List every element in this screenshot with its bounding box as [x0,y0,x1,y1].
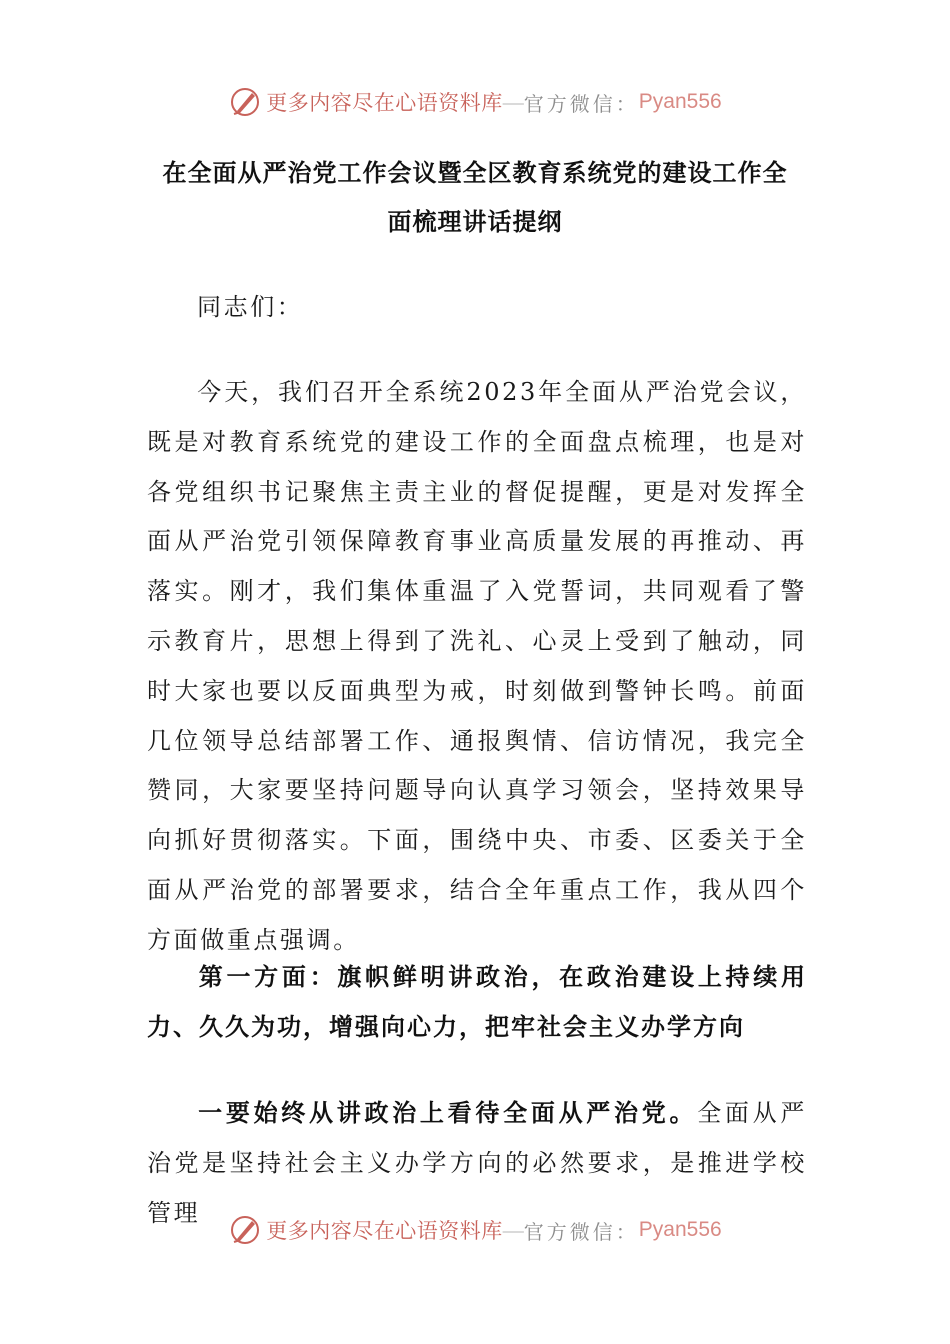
greeting-paragraph [147,283,807,333]
watermark-brand-text: 更多内容尽在心语资料库 [266,91,503,115]
point-1-lead: 一要始终从讲政治上看待全面从严治党。 [197,1098,698,1127]
document-title-line-1: 在全面从严治党工作会议暨全区教育系统党的建设工作全 [162,158,788,187]
watermark-wechat-id: Pyan556 [638,1218,722,1241]
header-watermark [0,82,950,122]
watermark-separator: — [502,89,524,114]
opening-paragraph-text: 今天，我们召开全系统2023年全面从严治党会议，既是对教育系统党的建设工作的全面盘点梳理，也是对各党组织书记聚焦主责主业的督促提醒，更是对发挥全面从严治党引领保障教育事业高质量发展的再推动、再落实。刚才，我们集体重温了入党誓词，共同观看了警示教育片，思想上得到了洗礼、心灵上受到了触动，同时大家也要以反面典型为戒，时刻做到警钟长鸣。前面几位领导总结部署工作、通报舆情、信访情况，我完全赞同，大家要坚持问题导向认真学习领会，坚持效果导向抓好贯彻落实。下面，围绕中央、市委、区委关于全面从严治党的部署要求，结合全年重点工作，我从四个方面做重点强调。 [147,378,807,954]
quill-pen-logo-icon [228,1213,262,1247]
section-1-heading [147,952,807,1052]
watermark-wechat-label: 官方微信： [523,91,639,116]
watermark-separator: — [502,1217,524,1242]
section-1-heading-text: 第一方面：旗帜鲜明讲政治，在政治建设上持续用力、久久为功，增强向心力，把牢社会主义办学方向 [147,962,807,1041]
watermark-brand-text: 更多内容尽在心语资料库 [266,1219,503,1243]
point-1-text: 全面从严治党是坚持社会主义办学方向的必然要求，是推进学校管理 [147,1099,807,1227]
footer-watermark [0,1210,950,1250]
opening-paragraph [147,368,807,966]
watermark-wechat-label: 官方微信： [523,1219,639,1244]
quill-pen-logo-icon [228,85,262,119]
greeting-text: 同志们： [197,293,304,321]
watermark-wechat-id: Pyan556 [638,90,722,113]
document-title-line-2: 面梳理讲话提纲 [387,207,563,236]
